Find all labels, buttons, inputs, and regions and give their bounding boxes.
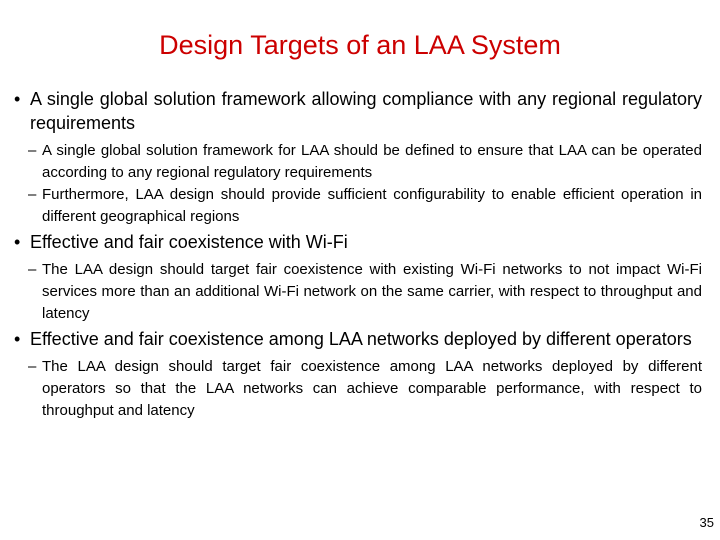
bullet-laa-coexistence [14,327,702,351]
sub-list [14,140,702,228]
sub-item-text: The LAA design should target fair coexistence among LAA networks deployed by different operators so that the LAA networks can achieve comparable performance, with respect to throughput and latency [42,358,702,419]
bullet-text: A single global solution framework allowing compliance with any regional regulatory requirements [30,89,702,133]
bullet-text: Effective and fair coexistence with Wi-Fi [30,232,348,252]
bullet-wifi-coexistence [14,230,702,254]
dash-icon: – [28,261,37,278]
sub-list [14,356,702,422]
slide-content [14,87,702,424]
sub-item [14,140,702,184]
sub-item [14,184,702,228]
sub-item-text: A single global solution framework for LAA should be defined to ensure that LAA can be operated according to any regional regulatory requirements [42,142,702,181]
sub-item [14,356,702,422]
bullet-dot-icon: • [14,232,21,252]
bullet-dot-icon: • [14,329,21,349]
dash-icon: – [28,186,37,203]
sub-item-text: Furthermore, LAA design should provide sufficient configurability to enable efficient operation in different geographical regions [42,186,702,225]
dash-icon: – [28,142,37,159]
slide-title: Design Targets of an LAA System [159,30,561,60]
page-number: 35 [699,515,714,530]
bullet-global-framework [14,87,702,135]
bullet-text: Effective and fair coexistence among LAA networks deployed by different operators [30,329,692,349]
dash-icon: – [28,358,37,375]
sub-item [14,259,702,325]
sub-list [14,259,702,325]
sub-item-text: The LAA design should target fair coexistence with existing Wi-Fi networks to not impact Wi-Fi services more than an additional Wi-Fi network on the same carrier, with respect to throughput and latency [42,261,702,322]
bullet-dot-icon: • [14,89,21,109]
